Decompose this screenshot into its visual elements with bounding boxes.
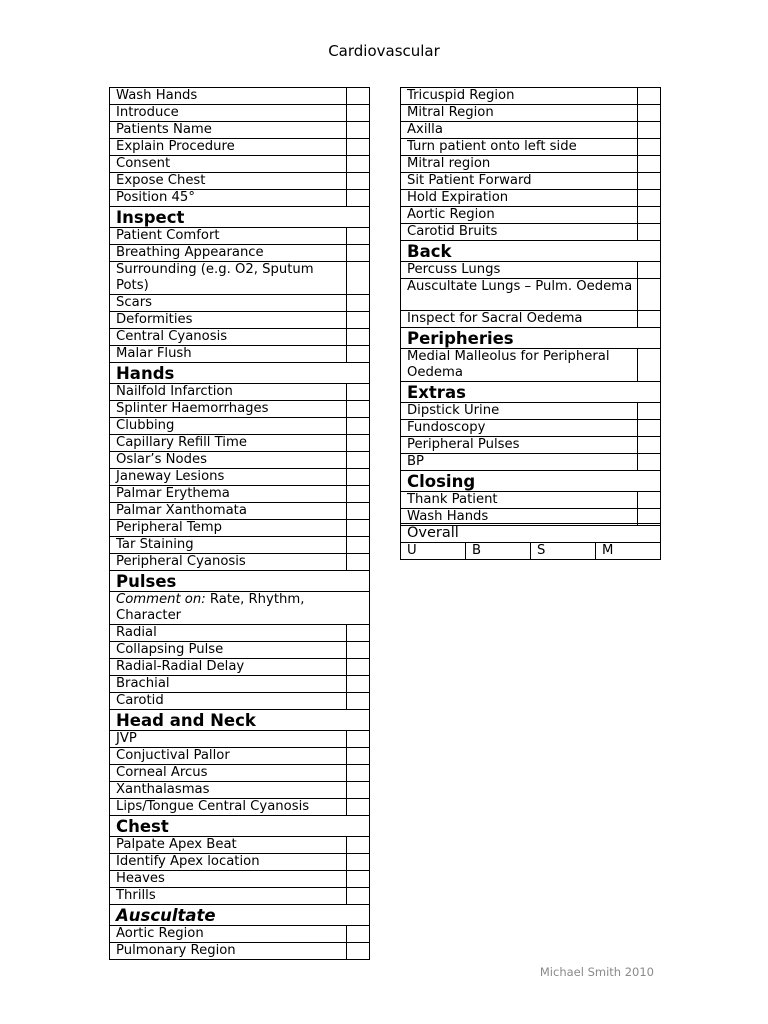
- checklist-item-row: [110, 537, 370, 554]
- checklist-item-label: Xanthalasmas: [110, 782, 347, 799]
- section-heading: Head and Neck: [110, 710, 370, 731]
- checklist-item-label: Palmar Erythema: [110, 486, 347, 503]
- grade-cell-u[interactable]: U: [401, 543, 466, 560]
- section-heading: Back: [401, 241, 661, 262]
- checklist-item-row: [110, 943, 370, 960]
- checkbox-cell[interactable]: [347, 693, 370, 710]
- checklist-item-label: Thrills: [110, 888, 347, 905]
- checklist-item-label: Peripheral Temp: [110, 520, 347, 537]
- checklist-item-label: Aortic Region: [401, 207, 638, 224]
- checkbox-cell[interactable]: [347, 799, 370, 816]
- checklist-item-label: Heaves: [110, 871, 347, 888]
- checklist-item-row: [401, 122, 661, 139]
- checkbox-cell[interactable]: [347, 312, 370, 329]
- checklist-item-label: Central Cyanosis: [110, 329, 347, 346]
- checkbox-cell[interactable]: [638, 349, 661, 382]
- checklist-item-row: [401, 454, 661, 471]
- overall-grades-row: [401, 543, 661, 560]
- checklist-item-row: [110, 554, 370, 571]
- section-heading: Hands: [110, 363, 370, 384]
- checklist-item-label: Conjuctival Pallor: [110, 748, 347, 765]
- checklist-item-row: [110, 676, 370, 693]
- checklist-item-row: [110, 156, 370, 173]
- checkbox-cell[interactable]: [638, 224, 661, 241]
- checklist-item-row: [401, 492, 661, 509]
- checklist-item-row: [110, 228, 370, 245]
- section-heading-row: [110, 905, 370, 926]
- checkbox-cell[interactable]: [347, 520, 370, 537]
- checklist-item-row: [110, 245, 370, 262]
- checkbox-cell[interactable]: [347, 156, 370, 173]
- checklist-item-label: Position 45°: [110, 190, 347, 207]
- checklist-item-row: [110, 262, 370, 295]
- checklist-item-label: Mitral Region: [401, 105, 638, 122]
- checklist-item-row: [110, 452, 370, 469]
- checkbox-cell[interactable]: [638, 190, 661, 207]
- checklist-item-label: Corneal Arcus: [110, 765, 347, 782]
- checklist-item-label: BP: [401, 454, 638, 471]
- checkbox-cell[interactable]: [347, 871, 370, 888]
- checklist-item-row: [401, 190, 661, 207]
- section-note-text: Rate, Rhythm, Character: [116, 592, 305, 623]
- checkbox-cell[interactable]: [347, 469, 370, 486]
- checklist-item-row: [110, 693, 370, 710]
- checklist-item-label: Tar Staining: [110, 537, 347, 554]
- checklist-item-row: [401, 224, 661, 241]
- checkbox-cell[interactable]: [347, 435, 370, 452]
- checkbox-cell[interactable]: [347, 943, 370, 960]
- checkbox-cell[interactable]: [347, 854, 370, 871]
- page-title: Cardiovascular: [328, 42, 440, 60]
- checklist-item-label: Mitral region: [401, 156, 638, 173]
- checkbox-cell[interactable]: [638, 311, 661, 328]
- checklist-item-label: Wash Hands: [401, 509, 638, 526]
- checklist-item-label: JVP: [110, 731, 347, 748]
- checklist-item-row: [110, 854, 370, 871]
- checklist-item-label: Fundoscopy: [401, 420, 638, 437]
- checklist-item-row: [110, 346, 370, 363]
- checklist-item-row: [401, 88, 661, 105]
- checklist-item-row: [110, 642, 370, 659]
- section-heading: Pulses: [110, 571, 370, 592]
- checklist-item-label: Peripheral Cyanosis: [110, 554, 347, 571]
- checklist-item-label: Dipstick Urine: [401, 403, 638, 420]
- checklist-item-row: [110, 329, 370, 346]
- checklist-item-row: [110, 435, 370, 452]
- checklist-item-row: [110, 765, 370, 782]
- grade-cell-m[interactable]: M: [596, 543, 661, 560]
- checkbox-cell[interactable]: [347, 262, 370, 295]
- checklist-item-label: Peripheral Pulses: [401, 437, 638, 454]
- checklist-item-row: [401, 156, 661, 173]
- checkbox-cell[interactable]: [347, 537, 370, 554]
- checklist-item-label: Sit Patient Forward: [401, 173, 638, 190]
- checklist-item-row: [110, 799, 370, 816]
- checklist-item-label: Introduce: [110, 105, 347, 122]
- checkbox-cell[interactable]: [347, 418, 370, 435]
- checkbox-cell[interactable]: [347, 452, 370, 469]
- section-heading-row: [110, 207, 370, 228]
- checklist-item-label: Clubbing: [110, 418, 347, 435]
- checklist-item-row: [401, 173, 661, 190]
- checklist-item-label: Surrounding (e.g. O2, Sputum Pots): [110, 262, 347, 295]
- checklist-item-label: Oslar’s Nodes: [110, 452, 347, 469]
- checkbox-cell[interactable]: [638, 262, 661, 279]
- section-heading: Chest: [110, 816, 370, 837]
- section-heading-row: [401, 328, 661, 349]
- checklist-item-row: [110, 837, 370, 854]
- section-heading-row: [110, 363, 370, 384]
- checklist-item-label: Palpate Apex Beat: [110, 837, 347, 854]
- section-heading: Inspect: [110, 207, 370, 228]
- checklist-item-label: Capillary Refill Time: [110, 435, 347, 452]
- checklist-item-label: Inspect for Sacral Oedema: [401, 311, 638, 328]
- checklist-item-row: [401, 437, 661, 454]
- checklist-item-label: Breathing Appearance: [110, 245, 347, 262]
- section-heading-row: [110, 710, 370, 731]
- checklist-item-label: Auscultate Lungs – Pulm. Oedema: [401, 279, 638, 311]
- checkbox-cell[interactable]: [347, 486, 370, 503]
- section-heading-row: [110, 816, 370, 837]
- section-heading-row: [401, 471, 661, 492]
- checklist-item-label: Collapsing Pulse: [110, 642, 347, 659]
- checklist-item-row: [110, 625, 370, 642]
- checklist-item-label: Pulmonary Region: [110, 943, 347, 960]
- checkbox-cell[interactable]: [347, 659, 370, 676]
- checklist-item-row: [110, 659, 370, 676]
- checklist-item-label: Turn patient onto left side: [401, 139, 638, 156]
- checkbox-cell[interactable]: [347, 139, 370, 156]
- section-heading-row: [401, 241, 661, 262]
- checklist-item-label: Thank Patient: [401, 492, 638, 509]
- checklist-item-label: Scars: [110, 295, 347, 312]
- section-heading: Extras: [401, 382, 661, 403]
- checkbox-cell[interactable]: [347, 346, 370, 363]
- checklist-item-label: Patients Name: [110, 122, 347, 139]
- checklist-item-row: [110, 401, 370, 418]
- checkbox-cell[interactable]: [347, 782, 370, 799]
- overall-header-row: [401, 524, 661, 543]
- checklist-item-row: [110, 122, 370, 139]
- checklist-item-row: [401, 207, 661, 224]
- checklist-item-label: Aortic Region: [110, 926, 347, 943]
- checkbox-cell[interactable]: [347, 731, 370, 748]
- checklist-item-label: Axilla: [401, 122, 638, 139]
- checklist-item-label: Radial: [110, 625, 347, 642]
- checkbox-cell[interactable]: [638, 156, 661, 173]
- checklist-item-label: Deformities: [110, 312, 347, 329]
- section-heading: Closing: [401, 471, 661, 492]
- checkbox-cell[interactable]: [638, 454, 661, 471]
- grade-cell-s[interactable]: S: [531, 543, 596, 560]
- checkbox-cell[interactable]: [347, 245, 370, 262]
- checklist-item-row: [110, 486, 370, 503]
- checkbox-cell[interactable]: [638, 139, 661, 156]
- checklist-item-label: Explain Procedure: [110, 139, 347, 156]
- checklist-item-row: [401, 311, 661, 328]
- checklist-item-row: [110, 731, 370, 748]
- checklist-item-row: [110, 105, 370, 122]
- checkbox-cell[interactable]: [347, 105, 370, 122]
- author-footer: Michael Smith 2010: [539, 965, 654, 979]
- checkbox-cell[interactable]: [638, 492, 661, 509]
- section-note-emphasis: Comment on:: [116, 592, 206, 607]
- checklist-item-label: Brachial: [110, 676, 347, 693]
- checklist-item-row: [401, 403, 661, 420]
- checklist-item-row: [110, 173, 370, 190]
- checkbox-cell[interactable]: [347, 554, 370, 571]
- checkbox-cell[interactable]: [347, 122, 370, 139]
- section-note: [110, 592, 370, 625]
- section-heading: Auscultate: [110, 905, 370, 926]
- checklist-item-row: [110, 88, 370, 105]
- checkbox-cell[interactable]: [347, 173, 370, 190]
- checkbox-cell[interactable]: [638, 88, 661, 105]
- checklist-item-label: Radial-Radial Delay: [110, 659, 347, 676]
- checklist-item-label: Carotid Bruits: [401, 224, 638, 241]
- checkbox-cell[interactable]: [638, 122, 661, 139]
- checkbox-cell[interactable]: [638, 105, 661, 122]
- checklist-item-row: [110, 418, 370, 435]
- checklist-item-row: [110, 503, 370, 520]
- checkbox-cell[interactable]: [347, 88, 370, 105]
- checkbox-cell[interactable]: [638, 437, 661, 454]
- checklist-item-label: Nailfold Infarction: [110, 384, 347, 401]
- checklist-item-label: Janeway Lesions: [110, 469, 347, 486]
- checkbox-cell[interactable]: [638, 207, 661, 224]
- section-heading-row: [401, 382, 661, 403]
- checklist-item-row: [110, 139, 370, 156]
- checkbox-cell[interactable]: [347, 503, 370, 520]
- checklist-item-label: Consent: [110, 156, 347, 173]
- checklist-item-row: [110, 871, 370, 888]
- checkbox-cell[interactable]: [347, 837, 370, 854]
- section-heading-row: [110, 571, 370, 592]
- checklist-item-label: Percuss Lungs: [401, 262, 638, 279]
- checkbox-cell[interactable]: [347, 926, 370, 943]
- overall-grade-table: [400, 523, 661, 560]
- checklist-item-label: Expose Chest: [110, 173, 347, 190]
- checklist-item-label: Carotid: [110, 693, 347, 710]
- checklist-item-row: [110, 295, 370, 312]
- checkbox-cell[interactable]: [638, 279, 661, 311]
- left-checklist-table: [109, 87, 370, 960]
- checklist-item-row: [401, 139, 661, 156]
- checklist-item-row: [110, 312, 370, 329]
- checkbox-cell[interactable]: [347, 888, 370, 905]
- checkbox-cell[interactable]: [347, 329, 370, 346]
- checkbox-cell[interactable]: [347, 295, 370, 312]
- checkbox-cell[interactable]: [347, 190, 370, 207]
- checkbox-cell[interactable]: [347, 765, 370, 782]
- checklist-item-label: Tricuspid Region: [401, 88, 638, 105]
- checklist-item-row: [110, 469, 370, 486]
- checklist-item-row: [110, 520, 370, 537]
- checkbox-cell[interactable]: [347, 384, 370, 401]
- checklist-item-row: [110, 748, 370, 765]
- checkbox-cell[interactable]: [347, 228, 370, 245]
- checkbox-cell[interactable]: [638, 403, 661, 420]
- checklist-item-label: Splinter Haemorrhages: [110, 401, 347, 418]
- checkbox-cell[interactable]: [347, 401, 370, 418]
- checklist-item-row: [401, 420, 661, 437]
- checklist-item-label: Medial Malleolus for Peripheral Oedema: [401, 349, 638, 382]
- checklist-item-row: [401, 105, 661, 122]
- checklist-item-row: [110, 384, 370, 401]
- checklist-item-row: [401, 349, 661, 382]
- checklist-item-label: Identify Apex location: [110, 854, 347, 871]
- checkbox-cell[interactable]: [347, 625, 370, 642]
- checklist-item-row: [401, 279, 661, 311]
- checklist-item-row: [110, 888, 370, 905]
- checkbox-cell[interactable]: [347, 748, 370, 765]
- grade-cell-b[interactable]: B: [466, 543, 531, 560]
- right-checklist-table: [400, 87, 661, 526]
- overall-label: Overall: [401, 524, 661, 543]
- checkbox-cell[interactable]: [638, 173, 661, 190]
- checklist-item-label: Patient Comfort: [110, 228, 347, 245]
- section-note-row: [110, 592, 370, 625]
- checklist-item-row: [110, 926, 370, 943]
- checklist-item-row: [401, 262, 661, 279]
- section-heading: Peripheries: [401, 328, 661, 349]
- checklist-item-row: [110, 190, 370, 207]
- checkbox-cell[interactable]: [347, 642, 370, 659]
- checklist-item-row: [110, 782, 370, 799]
- checklist-item-label: Wash Hands: [110, 88, 347, 105]
- checklist-item-label: Malar Flush: [110, 346, 347, 363]
- checklist-item-label: Hold Expiration: [401, 190, 638, 207]
- checkbox-cell[interactable]: [347, 676, 370, 693]
- checklist-item-label: Lips/Tongue Central Cyanosis: [110, 799, 347, 816]
- checklist-item-label: Palmar Xanthomata: [110, 503, 347, 520]
- checkbox-cell[interactable]: [638, 420, 661, 437]
